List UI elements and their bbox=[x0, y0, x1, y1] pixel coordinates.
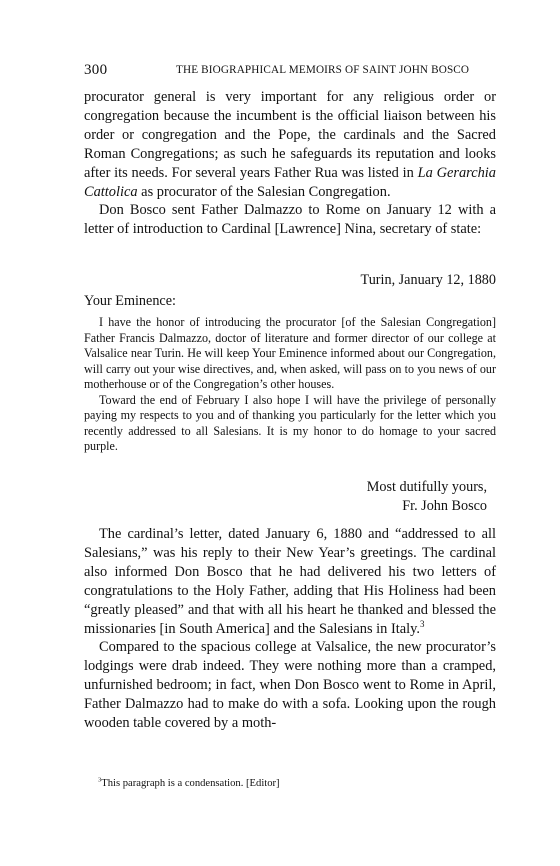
letter-dateline: Turin, January 12, 1880 bbox=[360, 272, 496, 288]
letter-closing: Most dutifully yours, bbox=[366, 479, 487, 495]
paragraph-lodgings: Compared to the spacious college at Valsalice, the new procurator’s lodgings were drab indeed. They were nothing more than a cramped, unfurnished bedroom; in fact, when Don Bosco went to Rome in April, Father Dalmazzo had to make do with a sofa. Looking upon the rough wooden table covered by a moth- bbox=[84, 639, 496, 732]
letter-closing-block bbox=[84, 478, 496, 516]
page-number: 300 bbox=[84, 62, 108, 78]
paragraph-dalmazzo-sent: Don Bosco sent Father Dalmazzo to Rome on January 12 with a letter of introduction to Cardinal [Lawrence] Nina, secretary of state: bbox=[84, 202, 496, 238]
running-head: THE BIOGRAPHICAL MEMOIRS OF SAINT JOHN BOSCO bbox=[176, 64, 470, 76]
letter-paragraph-february: Toward the end of February I also hope I will have the privilege of personally paying my respects to you and of thanking you particularly for the letter which you recently addressed to all Salesians. It is my honor to do homage to your sacred purple. bbox=[84, 392, 496, 453]
footnote-text: This paragraph is a condensation. [Editor] bbox=[101, 778, 280, 789]
paragraph-procurator bbox=[84, 88, 496, 201]
footnote-reference: 3 bbox=[419, 618, 425, 629]
paragraph-cardinals-letter-text: The cardinal’s letter, dated January 6, 1880 and “addressed to all Salesians,” was his reply to their New Year’s greetings. The cardinal also informed Don Bosco that he had delivered his two letters of congratulations to the Holy Father, adding that His Holiness had been “greatly pleased” and that with all his heart he thanked and blessed the missionaries [in South America] and the Salesians in Italy. bbox=[84, 526, 496, 637]
letter-salutation-row bbox=[84, 292, 496, 311]
letter-body bbox=[84, 315, 496, 455]
footnote-marker: 3 bbox=[98, 776, 102, 784]
paragraph-cardinals-letter bbox=[84, 525, 496, 638]
body-section-top bbox=[84, 88, 496, 239]
letter-salutation: Your Eminence: bbox=[84, 293, 176, 309]
paragraph-procurator-text-a: procurator general is very important for any religious order or congregation because the incumbent is the official liaison between his order or congregation and the Pope, the cardinals and the Sacred Roman Congregations; as such he safeguards its reputation and looks after its needs. For several years Father Rua was listed in bbox=[84, 89, 496, 181]
publication-title: La Gerarchia Cattolica bbox=[84, 164, 496, 200]
body-section-bottom bbox=[84, 525, 496, 733]
letter-dateline-row bbox=[84, 271, 496, 290]
paragraph-procurator-text-b: as procurator of the Salesian Congregation. bbox=[137, 183, 391, 200]
letter-paragraph-introduction: I have the honor of introducing the procurator [of the Salesian Congregation] Father Francis Dalmazzo, doctor of literature and former director of our college at Valsalice near Turin. He will keep Your Eminence informed about our Congregation, will carry out your wise directives, and, when asked, will pass on to you news of our motherhouse or of the Congregation’s other houses. bbox=[84, 315, 496, 391]
footnote bbox=[98, 778, 496, 789]
letter-signature: Fr. John Bosco bbox=[402, 498, 487, 514]
